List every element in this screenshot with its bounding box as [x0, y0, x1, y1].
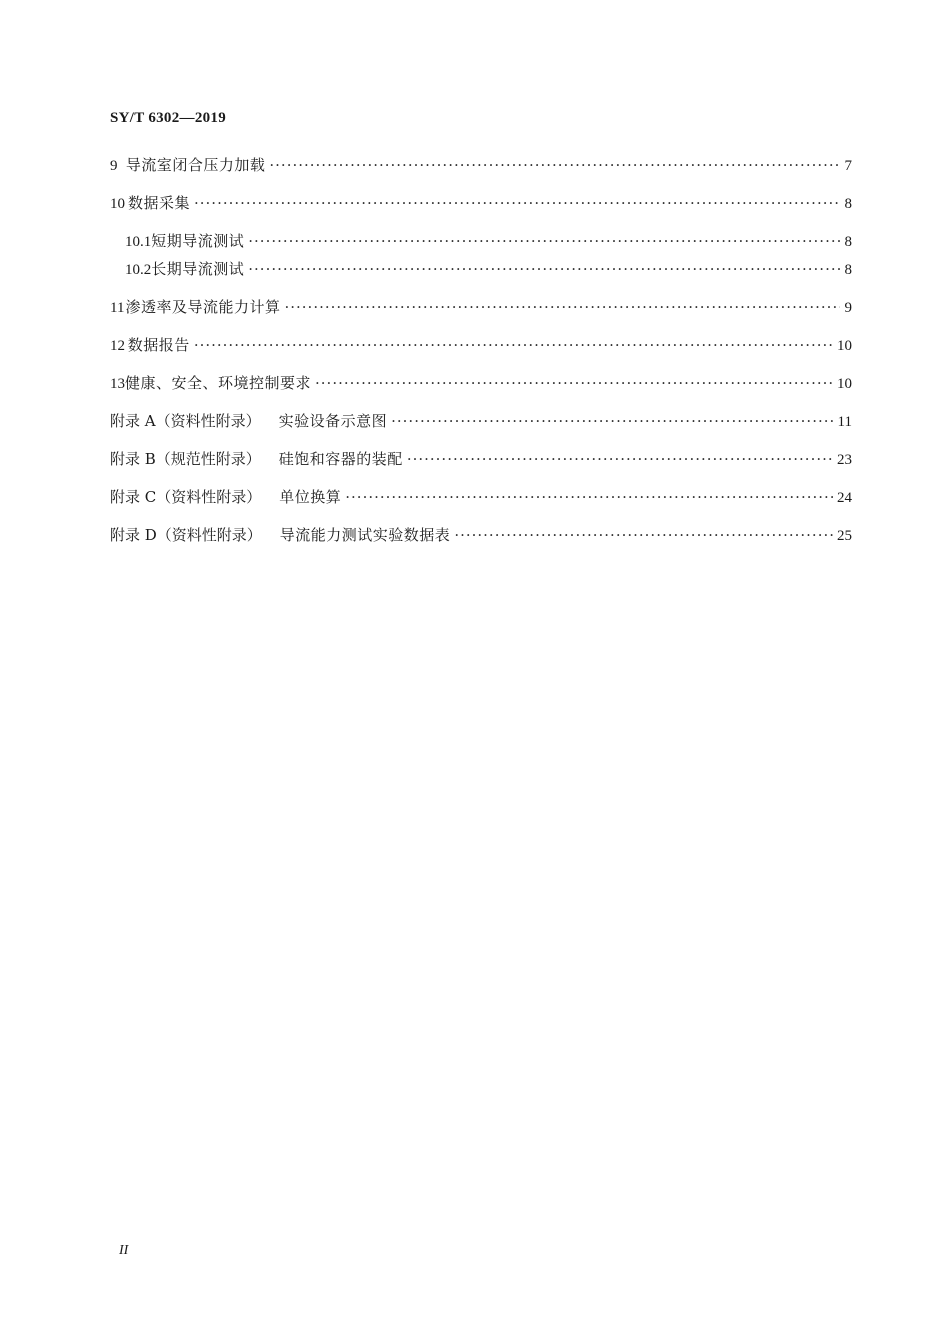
toc-entry-title: 导流能力测试实验数据表 [279, 526, 451, 544]
toc-entry-page: 10 [837, 338, 852, 354]
toc-leader-dots [284, 298, 840, 316]
toc-leader-dots [248, 232, 840, 250]
toc-entry-number: 10.2 [125, 262, 152, 278]
toc-entry-number: 12 [110, 338, 125, 354]
toc-entry-page: 8 [844, 196, 852, 212]
toc-appendix-label: 附录 B（规范性附录） [110, 450, 261, 468]
toc-entry-12[interactable] [110, 334, 852, 355]
toc-appendix-label: 附录 D（资料性附录） [110, 526, 262, 544]
toc-leader-dots [315, 374, 833, 392]
toc-entry-title: 单位换算 [279, 488, 342, 506]
toc-entry-10[interactable] [110, 192, 852, 213]
toc-entry-title: 长期导流测试 [151, 260, 245, 278]
toc-entry-page: 8 [844, 234, 852, 250]
toc-leader-dots [407, 450, 833, 468]
toc-entry-number: 9 [110, 158, 118, 174]
toc-entry-appendix-c[interactable] [110, 486, 852, 507]
page-number-footer: II [119, 1243, 129, 1258]
toc-entry-title: 导流室闭合压力加载 [125, 156, 266, 174]
toc-appendix-label: 附录 A（资料性附录） [110, 412, 261, 430]
toc-entry-title: 健康、安全、环境控制要求 [125, 374, 312, 392]
toc-leader-dots [248, 260, 840, 278]
toc-entry-title: 短期导流测试 [151, 232, 245, 250]
toc-leader-dots [194, 194, 840, 212]
toc-entry-13[interactable] [110, 372, 852, 393]
table-of-contents [110, 152, 852, 545]
toc-entry-10-2[interactable] [110, 258, 852, 279]
toc-entry-page: 10 [837, 376, 852, 392]
toc-entry-number: 10.1 [125, 234, 152, 250]
toc-entry-page: 23 [837, 452, 852, 468]
toc-entry-number: 11 [110, 300, 125, 316]
toc-appendix-label: 附录 C（资料性附录） [110, 488, 262, 506]
toc-entry-title: 实验设备示意图 [278, 412, 388, 430]
toc-leader-dots [454, 526, 833, 544]
toc-entry-9[interactable] [110, 154, 852, 175]
toc-entry-page: 25 [837, 528, 852, 544]
toc-entry-title: 渗透率及导流能力计算 [125, 298, 281, 316]
toc-leader-dots [269, 156, 840, 174]
toc-entry-appendix-d[interactable] [110, 524, 852, 545]
toc-entry-page: 24 [837, 490, 852, 506]
toc-leader-dots [391, 412, 833, 430]
toc-entry-page: 11 [837, 414, 852, 430]
standard-code-header: SY/T 6302—2019 [110, 110, 227, 126]
toc-entry-10-1[interactable] [110, 230, 852, 251]
toc-entry-page: 8 [844, 262, 852, 278]
toc-entry-number: 13 [110, 376, 125, 392]
toc-entry-title: 数据报告 [127, 336, 190, 354]
toc-entry-11[interactable] [110, 296, 852, 317]
toc-entry-page: 9 [844, 300, 852, 316]
toc-entry-page: 7 [844, 158, 852, 174]
toc-entry-appendix-a[interactable] [110, 410, 852, 431]
toc-entry-appendix-b[interactable] [110, 448, 852, 469]
toc-entry-number: 10 [110, 196, 125, 212]
toc-leader-dots [194, 336, 833, 354]
toc-entry-title: 硅饱和容器的装配 [278, 450, 403, 468]
toc-leader-dots [345, 488, 833, 506]
toc-entry-title: 数据采集 [127, 194, 190, 212]
